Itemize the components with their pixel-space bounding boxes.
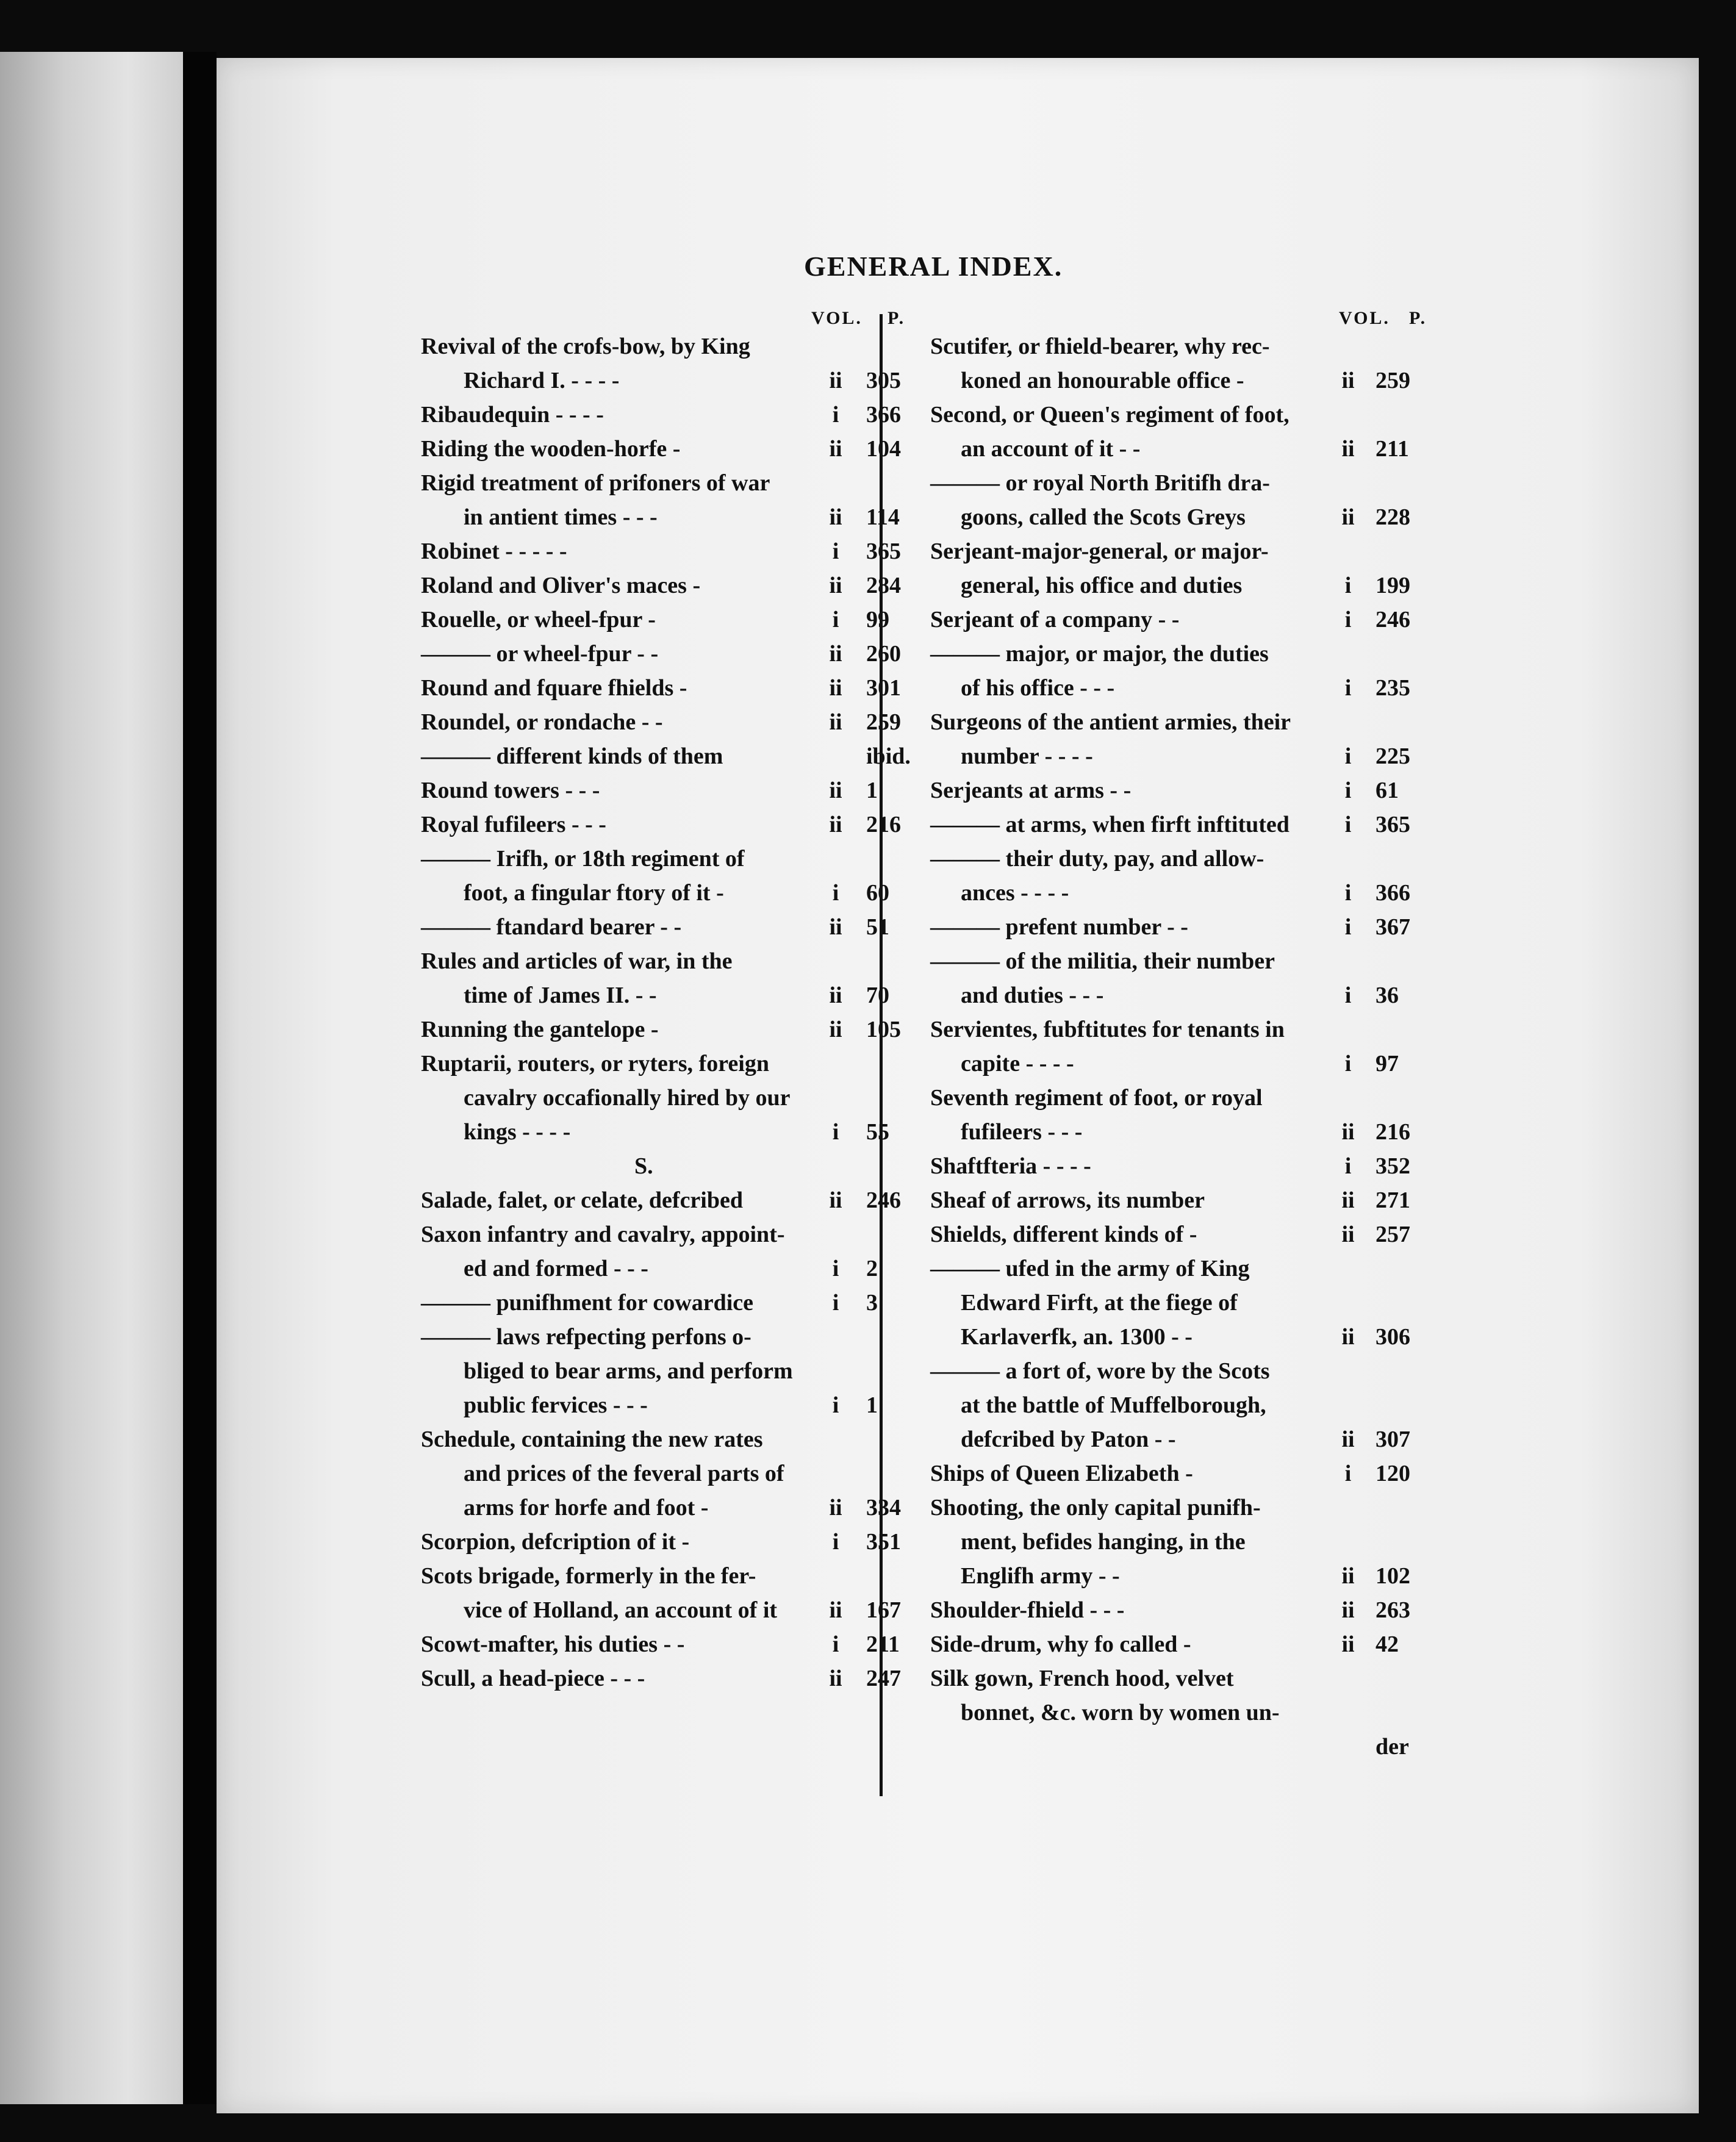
index-entry bbox=[894, 398, 1443, 432]
entry-volume: ii bbox=[829, 983, 842, 1008]
entry-page: 97 bbox=[1376, 1051, 1399, 1076]
entry-page: 225 bbox=[1376, 743, 1410, 769]
entry-text: ——— punifhment for cowardice bbox=[421, 1290, 753, 1316]
index-entry bbox=[894, 671, 1443, 705]
entry-text: koned an honourable office - bbox=[961, 368, 1244, 393]
entry-text: Salade, falet, or celate, defcribed bbox=[421, 1187, 743, 1213]
entry-page: 211 bbox=[1376, 436, 1409, 462]
entry-text: goons, called the Scots Greys bbox=[961, 504, 1246, 530]
index-entry bbox=[396, 329, 878, 364]
entry-page: 284 bbox=[866, 573, 901, 598]
index-entry bbox=[396, 1115, 889, 1149]
entry-volume: ii bbox=[829, 778, 842, 803]
entry-page: 105 bbox=[866, 1017, 901, 1042]
index-entry bbox=[396, 876, 889, 910]
entry-text: ——— at arms, when firft inftituted bbox=[930, 812, 1289, 837]
entry-page: 2 bbox=[866, 1256, 878, 1281]
entry-page: 235 bbox=[1376, 675, 1410, 701]
entry-text: capite - - - - bbox=[961, 1051, 1074, 1076]
index-entry bbox=[396, 603, 889, 637]
right-index-column bbox=[894, 329, 1443, 1764]
entry-page: 366 bbox=[866, 402, 901, 428]
entry-text: Round and fquare fhields - bbox=[421, 675, 687, 701]
index-entry bbox=[396, 1456, 878, 1491]
entry-text: foot, a fingular ftory of it - bbox=[464, 880, 724, 906]
entry-text: ——— Irifh, or 18th regiment of bbox=[421, 846, 745, 872]
entry-volume: i bbox=[1344, 880, 1352, 906]
entry-volume: ii bbox=[1341, 436, 1355, 462]
entry-text: Shaftfteria - - - - bbox=[930, 1153, 1091, 1179]
entry-text: ——— major, or major, the duties bbox=[930, 641, 1269, 667]
entry-volume: ii bbox=[829, 1187, 842, 1213]
entry-volume: i bbox=[832, 402, 839, 428]
entry-text: in antient times - - - bbox=[464, 504, 658, 530]
facing-page-edge bbox=[0, 52, 183, 2104]
index-entry bbox=[396, 637, 901, 671]
entry-text: S. bbox=[634, 1153, 653, 1179]
index-entry bbox=[894, 1491, 1443, 1525]
index-entry bbox=[396, 1252, 878, 1286]
entry-text: defcribed by Paton - - bbox=[961, 1427, 1176, 1452]
index-entry bbox=[396, 1081, 878, 1115]
entry-volume: ii bbox=[1341, 1119, 1355, 1145]
entry-page: 305 bbox=[866, 368, 901, 393]
entry-text: Ruptarii, routers, or ryters, foreign bbox=[421, 1051, 769, 1076]
entry-page: 352 bbox=[1376, 1153, 1410, 1179]
left-page-header: P. bbox=[888, 308, 906, 328]
entry-text: ——— their duty, pay, and allow- bbox=[930, 846, 1264, 872]
index-entry bbox=[894, 1661, 1443, 1696]
entry-text: Second, or Queen's regiment of foot, bbox=[930, 402, 1289, 428]
index-entry bbox=[894, 603, 1443, 637]
entry-page: 365 bbox=[866, 539, 901, 564]
index-entry bbox=[894, 637, 1443, 671]
index-entry bbox=[396, 466, 878, 500]
index-entry bbox=[894, 466, 1443, 500]
entry-volume: ii bbox=[829, 1597, 842, 1623]
entry-text: Shooting, the only capital punifh- bbox=[930, 1495, 1261, 1521]
index-entry bbox=[894, 910, 1443, 944]
entry-text: Serjeant of a company - - bbox=[930, 607, 1180, 632]
entry-page: 334 bbox=[866, 1495, 901, 1521]
index-entry bbox=[894, 534, 1443, 568]
entry-text: Ribaudequin - - - - bbox=[421, 402, 604, 428]
index-entry bbox=[894, 1012, 1443, 1047]
index-entry bbox=[894, 876, 1443, 910]
index-entry bbox=[894, 705, 1443, 739]
entry-volume: ii bbox=[1341, 1187, 1355, 1213]
entry-text: Rigid treatment of prifoners of war bbox=[421, 470, 770, 496]
entry-volume: i bbox=[1344, 743, 1352, 769]
entry-volume: ii bbox=[1341, 368, 1355, 393]
entry-volume: ii bbox=[829, 1666, 842, 1691]
index-entry bbox=[396, 1491, 901, 1525]
entry-text: bonnet, &c. worn by women un- bbox=[961, 1700, 1280, 1725]
book-gutter bbox=[183, 52, 217, 2104]
entry-page: 366 bbox=[1376, 880, 1410, 906]
entry-page: 301 bbox=[866, 675, 901, 701]
index-entry bbox=[894, 978, 1443, 1012]
entry-page: 114 bbox=[866, 504, 900, 530]
index-entry bbox=[894, 1047, 1443, 1081]
entry-text: an account of it - - bbox=[961, 436, 1141, 462]
entry-page: 120 bbox=[1376, 1461, 1410, 1486]
entry-text: Seventh regiment of foot, or royal bbox=[930, 1085, 1263, 1111]
index-entry bbox=[396, 1661, 901, 1696]
entry-text: Serjeant-major-general, or major- bbox=[930, 539, 1269, 564]
entry-text: Rules and articles of war, in the bbox=[421, 948, 733, 974]
entry-volume: ii bbox=[829, 709, 842, 735]
index-entry bbox=[894, 1593, 1443, 1627]
index-entry bbox=[396, 671, 901, 705]
index-entry bbox=[894, 1388, 1443, 1422]
entry-page: 216 bbox=[1376, 1119, 1410, 1145]
entry-volume: ii bbox=[829, 812, 842, 837]
entry-text: Running the gantelope - bbox=[421, 1017, 659, 1042]
entry-text: and prices of the feveral parts of bbox=[464, 1461, 784, 1486]
entry-page: 167 bbox=[866, 1597, 901, 1623]
entry-volume: ii bbox=[1341, 1222, 1355, 1247]
entry-volume: i bbox=[832, 1529, 839, 1555]
index-entry bbox=[396, 500, 900, 534]
index-entry bbox=[894, 1217, 1443, 1252]
index-entry bbox=[894, 1456, 1443, 1491]
entry-page: 61 bbox=[1376, 778, 1399, 803]
entry-page: 1 bbox=[866, 778, 878, 803]
entry-text: Silk gown, French hood, velvet bbox=[930, 1666, 1234, 1691]
right-page-header: P. bbox=[1409, 308, 1427, 328]
entry-text: Robinet - - - - - bbox=[421, 539, 567, 564]
index-entry bbox=[894, 432, 1443, 466]
entry-page: 365 bbox=[1376, 812, 1410, 837]
index-entry bbox=[894, 1354, 1443, 1388]
index-entry bbox=[396, 432, 901, 466]
index-entry bbox=[396, 364, 901, 398]
entry-volume: i bbox=[832, 607, 839, 632]
entry-text: Scowt-mafter, his duties - - bbox=[421, 1632, 685, 1657]
entry-text: Round towers - - - bbox=[421, 778, 600, 803]
entry-volume: i bbox=[832, 880, 839, 906]
entry-text: Ships of Queen Elizabeth - bbox=[930, 1461, 1193, 1486]
entry-text: Serjeants at arms - - bbox=[930, 778, 1132, 803]
entry-text: ment, befides hanging, in the bbox=[961, 1529, 1246, 1555]
entry-text: ——— prefent number - - bbox=[930, 914, 1188, 940]
index-entry bbox=[396, 1422, 878, 1456]
entry-volume: ii bbox=[829, 504, 842, 530]
entry-volume: i bbox=[1344, 1153, 1352, 1179]
entry-volume: i bbox=[832, 1256, 839, 1281]
entry-volume: ii bbox=[829, 436, 842, 462]
entry-page: 70 bbox=[866, 983, 889, 1008]
entry-text: at the battle of Muffelborough, bbox=[961, 1392, 1266, 1418]
index-entry bbox=[894, 364, 1443, 398]
entry-text: Scutifer, or fhield-bearer, why rec- bbox=[930, 334, 1270, 359]
entry-page: 99 bbox=[866, 607, 889, 632]
entry-volume: ii bbox=[829, 675, 842, 701]
entry-volume: i bbox=[1344, 1461, 1352, 1486]
entry-text: fufileers - - - bbox=[961, 1119, 1083, 1145]
entry-volume: i bbox=[1344, 573, 1352, 598]
entry-text: Roundel, or rondache - - bbox=[421, 709, 663, 735]
entry-page: 351 bbox=[866, 1529, 901, 1555]
entry-text: number - - - - bbox=[961, 743, 1093, 769]
index-entry bbox=[894, 1730, 1443, 1764]
index-entry bbox=[894, 1320, 1443, 1354]
index-entry bbox=[894, 329, 1443, 364]
index-entry bbox=[396, 1217, 878, 1252]
entry-volume: i bbox=[832, 1392, 839, 1418]
index-entry bbox=[396, 1012, 901, 1047]
entry-text: ——— of the militia, their number bbox=[930, 948, 1275, 974]
entry-volume: ii bbox=[1341, 504, 1355, 530]
entry-volume: i bbox=[1344, 914, 1352, 940]
entry-volume: i bbox=[832, 1632, 839, 1657]
index-entry bbox=[894, 1252, 1443, 1286]
index-entry bbox=[894, 1559, 1443, 1593]
entry-volume: ii bbox=[1341, 1632, 1355, 1657]
index-entry bbox=[396, 944, 878, 978]
index-entry bbox=[894, 1081, 1443, 1115]
index-entry bbox=[396, 1525, 901, 1559]
index-entry bbox=[396, 1047, 878, 1081]
entry-page: 36 bbox=[1376, 983, 1399, 1008]
entry-volume: ii bbox=[829, 573, 842, 598]
entry-page: 3 bbox=[866, 1290, 878, 1316]
index-entry bbox=[894, 500, 1443, 534]
entry-text: Shields, different kinds of - bbox=[930, 1222, 1197, 1247]
index-entry bbox=[894, 808, 1443, 842]
entry-volume: i bbox=[832, 1290, 839, 1316]
index-entry bbox=[396, 1559, 878, 1593]
index-entry bbox=[396, 808, 901, 842]
entry-page: 307 bbox=[1376, 1427, 1410, 1452]
entry-text: ed and formed - - - bbox=[464, 1256, 648, 1281]
entry-text: Shoulder-fhield - - - bbox=[930, 1597, 1125, 1623]
index-entry bbox=[396, 739, 911, 773]
entry-text: Edward Firft, at the fiege of bbox=[961, 1290, 1238, 1316]
entry-page: 216 bbox=[866, 812, 901, 837]
entry-text: bliged to bear arms, and perform bbox=[464, 1358, 793, 1384]
index-entry bbox=[396, 1320, 878, 1354]
index-entry bbox=[894, 568, 1443, 603]
entry-text: and duties - - - bbox=[961, 983, 1104, 1008]
index-entry bbox=[396, 773, 878, 808]
entry-page: 246 bbox=[1376, 607, 1410, 632]
entry-text: Servientes, fubftitutes for tenants in bbox=[930, 1017, 1285, 1042]
entry-page: 263 bbox=[1376, 1597, 1410, 1623]
index-entry bbox=[396, 1388, 878, 1422]
entry-text: time of James II. - - bbox=[464, 983, 657, 1008]
entry-volume: ii bbox=[829, 368, 842, 393]
entry-text: vice of Holland, an account of it bbox=[464, 1597, 778, 1623]
entry-text: kings - - - - bbox=[464, 1119, 571, 1145]
index-entry bbox=[894, 1149, 1443, 1183]
index-entry bbox=[396, 1183, 901, 1217]
entry-page: 367 bbox=[1376, 914, 1410, 940]
entry-volume: i bbox=[1344, 812, 1352, 837]
entry-page: 1 bbox=[866, 1392, 878, 1418]
index-entry bbox=[396, 534, 901, 568]
entry-text: ——— ftandard bearer - - bbox=[421, 914, 682, 940]
index-entry bbox=[894, 773, 1443, 808]
entry-page: 259 bbox=[1376, 368, 1410, 393]
entry-text: Riding the wooden-horfe - bbox=[421, 436, 681, 462]
entry-text: Karlaverfk, an. 1300 - - bbox=[961, 1324, 1193, 1350]
entry-text: public fervices - - - bbox=[464, 1392, 648, 1418]
index-entry bbox=[894, 1525, 1443, 1559]
left-index-column bbox=[396, 329, 911, 1696]
entry-volume: ii bbox=[829, 1017, 842, 1042]
entry-page: 104 bbox=[866, 436, 901, 462]
entry-text: Royal fufileers - - - bbox=[421, 812, 606, 837]
index-entry bbox=[396, 398, 901, 432]
entry-text: ——— or wheel-fpur - - bbox=[421, 641, 659, 667]
entry-text: ——— laws refpecting perfons o- bbox=[421, 1324, 751, 1350]
entry-page: 257 bbox=[1376, 1222, 1410, 1247]
entry-page: 102 bbox=[1376, 1563, 1410, 1589]
entry-text: Roland and Oliver's maces - bbox=[421, 573, 701, 598]
entry-volume: ii bbox=[829, 914, 842, 940]
entry-text: ——— different kinds of them bbox=[421, 743, 723, 769]
entry-volume: i bbox=[1344, 1051, 1352, 1076]
index-entry bbox=[396, 978, 889, 1012]
index-entry bbox=[396, 1627, 900, 1661]
section-heading bbox=[396, 1149, 878, 1183]
left-vol-header: VOL. bbox=[811, 308, 863, 328]
entry-volume: i bbox=[1344, 675, 1352, 701]
index-entry bbox=[894, 1422, 1443, 1456]
page-title: GENERAL INDEX. bbox=[804, 251, 1063, 282]
index-entry bbox=[396, 1286, 878, 1320]
entry-text: Scorpion, defcription of it - bbox=[421, 1529, 690, 1555]
entry-volume: i bbox=[832, 1119, 839, 1145]
entry-page: 247 bbox=[866, 1666, 901, 1691]
entry-text: cavalry occafionally hired by our bbox=[464, 1085, 791, 1111]
entry-volume: ii bbox=[829, 1495, 842, 1521]
index-entry bbox=[894, 1183, 1443, 1217]
entry-page: 271 bbox=[1376, 1187, 1410, 1213]
entry-text: Richard I. - - - - bbox=[464, 368, 620, 393]
entry-volume: ii bbox=[1341, 1427, 1355, 1452]
entry-text: Revival of the crofs-bow, by King bbox=[421, 334, 750, 359]
index-entry bbox=[894, 739, 1443, 773]
index-entry bbox=[894, 1627, 1443, 1661]
entry-text: ——— or royal North Britifh dra- bbox=[930, 470, 1270, 496]
index-entry bbox=[396, 568, 901, 603]
index-entry bbox=[396, 910, 889, 944]
entry-page: 60 bbox=[866, 880, 889, 906]
entry-page: 259 bbox=[866, 709, 901, 735]
index-entry bbox=[894, 944, 1443, 978]
right-vol-header: VOL. bbox=[1339, 308, 1390, 328]
entry-text: arms for horfe and foot - bbox=[464, 1495, 709, 1521]
entry-text: ——— a fort of, wore by the Scots bbox=[930, 1358, 1270, 1384]
index-entry bbox=[894, 1115, 1443, 1149]
entry-text: Scots brigade, formerly in the fer- bbox=[421, 1563, 756, 1589]
entry-page: 306 bbox=[1376, 1324, 1410, 1350]
entry-volume: i bbox=[1344, 778, 1352, 803]
index-entry bbox=[396, 1354, 878, 1388]
entry-volume: ii bbox=[1341, 1563, 1355, 1589]
entry-page: 246 bbox=[866, 1187, 901, 1213]
entry-page: 199 bbox=[1376, 573, 1410, 598]
entry-volume: ii bbox=[829, 641, 842, 667]
index-entry bbox=[396, 842, 878, 876]
entry-text: Scull, a head-piece - - - bbox=[421, 1666, 645, 1691]
entry-page: 211 bbox=[866, 1632, 900, 1657]
entry-text: Sheaf of arrows, its number bbox=[930, 1187, 1205, 1213]
entry-text: Rouelle, or wheel-fpur - bbox=[421, 607, 656, 632]
index-entry bbox=[894, 1696, 1443, 1730]
entry-page: ibid. bbox=[866, 743, 911, 769]
entry-volume: ii bbox=[1341, 1324, 1355, 1350]
index-entry bbox=[894, 1286, 1443, 1320]
entry-volume: ii bbox=[1341, 1597, 1355, 1623]
entry-volume: i bbox=[832, 539, 839, 564]
entry-text: Englifh army - - bbox=[961, 1563, 1120, 1589]
entry-text: of his office - - - bbox=[961, 675, 1115, 701]
entry-text: der bbox=[1376, 1734, 1409, 1760]
entry-text: Saxon infantry and cavalry, appoint- bbox=[421, 1222, 785, 1247]
entry-volume: i bbox=[1344, 607, 1352, 632]
index-entry bbox=[396, 705, 901, 739]
entry-text: ——— ufed in the army of King bbox=[930, 1256, 1250, 1281]
entry-text: Schedule, containing the new rates bbox=[421, 1427, 763, 1452]
entry-page: 228 bbox=[1376, 504, 1410, 530]
entry-page: 42 bbox=[1376, 1632, 1399, 1657]
entry-page: 260 bbox=[866, 641, 901, 667]
entry-text: general, his office and duties bbox=[961, 573, 1243, 598]
index-entry bbox=[894, 842, 1443, 876]
entry-volume: i bbox=[1344, 983, 1352, 1008]
entry-page: 55 bbox=[866, 1119, 889, 1145]
entry-text: Side-drum, why fo called - bbox=[930, 1632, 1191, 1657]
index-entry bbox=[396, 1593, 901, 1627]
entry-page: 51 bbox=[866, 914, 889, 940]
entry-text: Surgeons of the antient armies, their bbox=[930, 709, 1291, 735]
entry-text: ances - - - - bbox=[961, 880, 1069, 906]
